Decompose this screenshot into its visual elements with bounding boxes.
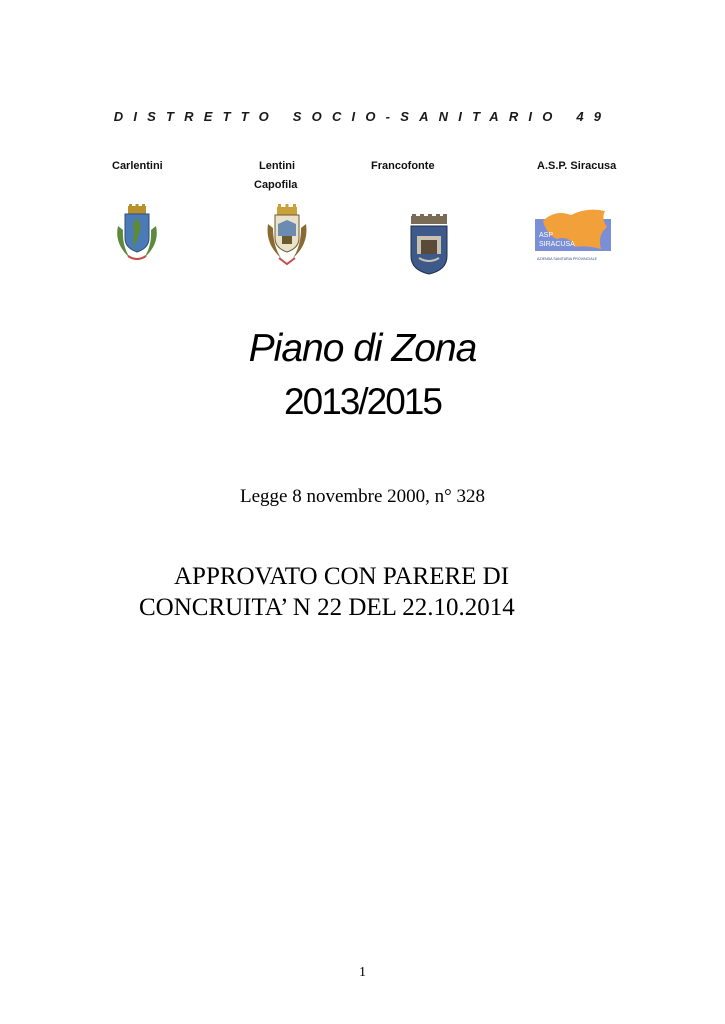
document-years: 2013/2015 bbox=[284, 381, 441, 422]
lentini-coat-of-arms-icon bbox=[262, 204, 312, 271]
entity-name-lentini bbox=[254, 157, 297, 195]
entity-name-lentini-label: Lentini bbox=[259, 160, 296, 172]
francofonte-coat-of-arms-icon bbox=[405, 214, 453, 281]
approval-line-1: APPROVATO CON PARERE DI bbox=[174, 563, 510, 590]
asp-siracusa-logo-icon bbox=[535, 205, 615, 268]
asp-logo-text-line1: ASP bbox=[539, 232, 554, 239]
asp-logo-caption: AZIENDA SANITARIA PROVINCIALE bbox=[537, 257, 598, 261]
document-title: Piano di Zona bbox=[248, 327, 477, 370]
page-number: 1 bbox=[359, 965, 366, 980]
entity-name-asp-siracusa: A.S.P. Siracusa bbox=[537, 160, 617, 172]
asp-logo-text-line2: SIRACUSA bbox=[539, 241, 575, 248]
district-heading: DISTRETTO SOCIO-SANITARIO 49 bbox=[113, 109, 612, 124]
entity-name-francofonte: Francofonte bbox=[371, 160, 435, 172]
law-reference: Legge 8 novembre 2000, n° 328 bbox=[239, 486, 486, 507]
carlentini-coat-of-arms-icon bbox=[112, 204, 162, 269]
approval-line-2: CONCRUITA’ N 22 DEL 22.10.2014 bbox=[139, 594, 515, 621]
entity-subtitle-capofila: Capofila bbox=[254, 179, 298, 191]
entity-name-carlentini: Carlentini bbox=[112, 160, 163, 172]
